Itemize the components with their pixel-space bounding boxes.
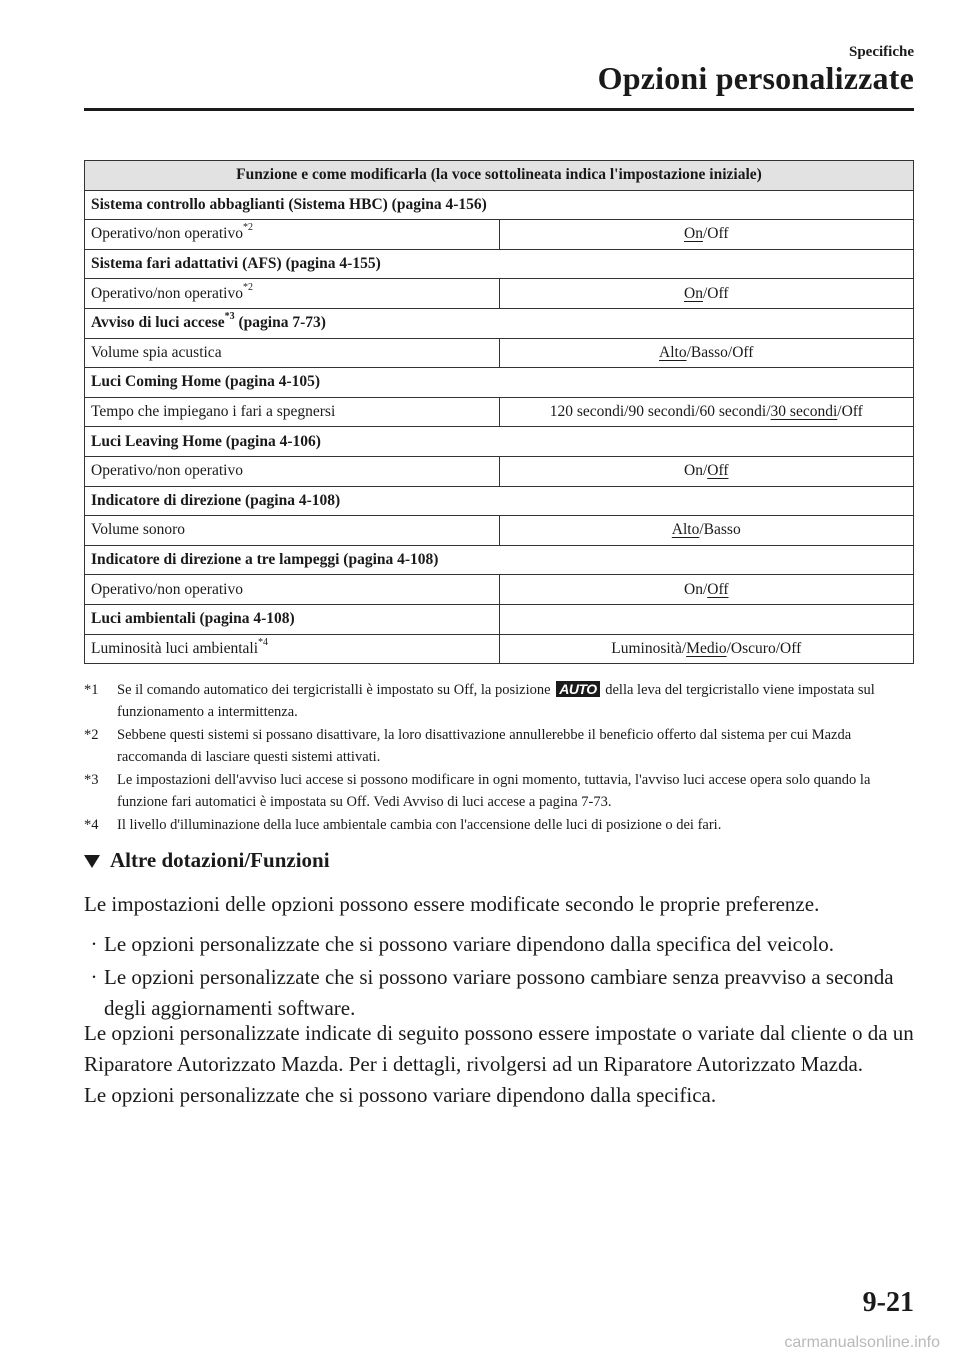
triangle-down-icon (84, 855, 100, 868)
section-row (85, 545, 914, 575)
footnote-ref: *2 (242, 281, 253, 293)
footnote-text: Le impostazioni dell'avviso luci accese si possono modificare in ogni momento, tuttavia, l'avviso luci accese opera solo quando la funzione fari automatici è impostata su Off. Vedi Avviso di luci accese a pagina 7-73. (117, 772, 871, 810)
page-number: 9-21 (862, 1287, 914, 1318)
setting-label: Operativo/non operativo (85, 575, 500, 605)
footnote-ref: *3 (224, 311, 235, 323)
table-row (85, 397, 914, 427)
setting-options: 120 secondi/90 secondi/60 secondi/30 secondi/Off (499, 397, 914, 427)
setting-label: Operativo/non operativo (85, 456, 500, 486)
footnote-mark: *2 (84, 727, 99, 743)
section-row (85, 486, 914, 516)
setting-label: Tempo che impiegano i fari a spegnersi (85, 397, 500, 427)
table-row (85, 575, 914, 605)
section-title: Indicatore di direzione a tre lampeggi (pagina 4-108) (85, 545, 914, 575)
setting-label: Volume spia acustica (85, 338, 500, 368)
section-row (85, 308, 914, 338)
section-row (85, 427, 914, 457)
section-row (85, 190, 914, 220)
header-section: Specifiche (849, 44, 914, 60)
table-row (85, 338, 914, 368)
footnote-ref: *2 (242, 222, 253, 234)
table-row (85, 220, 914, 250)
default-option: Medio (686, 639, 727, 657)
setting-options: Alto/Basso (499, 516, 914, 546)
setting-options: On/Off (499, 456, 914, 486)
setting-label: Luminosità luci ambientali$^{*4}$ (85, 634, 500, 664)
table-row (85, 279, 914, 309)
table-row (85, 516, 914, 546)
footnote-text: Se il comando automatico dei tergicristalli è impostato su Off, la posizione AUTO della leva del tergicristallo viene impostata sul funzionamento a intermittenza. (117, 681, 875, 720)
section-title: Sistema fari adattativi (AFS) (pagina 4-155) (85, 249, 914, 279)
footnote (84, 680, 914, 723)
default-option: On (684, 225, 703, 243)
header-rule (84, 108, 914, 111)
empty-cell (499, 604, 914, 634)
footnote-text: Il livello d'illuminazione della luce ambientale cambia con l'accensione delle luci di posizione o dei fari. (117, 817, 722, 833)
section-title: Sistema controllo abbaglianti (Sistema HBC) (pagina 4-156) (85, 190, 914, 220)
table-header: Funzione e come modificarla (la voce sottolineata indica l'impostazione iniziale) (85, 161, 914, 191)
footnote-ref: *4 (258, 636, 269, 648)
customization-table (84, 160, 914, 664)
bullet-list (84, 929, 914, 1026)
footnote (84, 815, 914, 837)
section-title: Luci Leaving Home (pagina 4-106) (85, 427, 914, 457)
setting-label: Operativo/non operativo$^{*2}$ (85, 279, 500, 309)
section-row (85, 249, 914, 279)
bullet-mark: · (90, 965, 98, 989)
footnotes (84, 680, 914, 839)
page-title: Opzioni personalizzate (597, 60, 914, 96)
footnote-mark: *1 (84, 682, 99, 698)
setting-options: Luminosità/Medio/Oscuro/Off (499, 634, 914, 664)
list-item: · Le opzioni personalizzate che si possono variare dipendono dalla specifica del veicolo. (84, 929, 914, 960)
section-heading (84, 848, 330, 873)
setting-options: On/Off (499, 220, 914, 250)
default-option: Alto (659, 343, 687, 361)
setting-options: On/Off (499, 575, 914, 605)
list-item: · Le opzioni personalizzate che si possono variare possono cambiare senza preavviso a seconda degli aggiornamenti software. (84, 962, 914, 1024)
section-title: Luci ambientali (pagina 4-108) (85, 604, 500, 634)
default-option: Alto (671, 521, 700, 539)
table-row (85, 634, 914, 664)
default-option: 30 secondi (770, 403, 838, 421)
section-title: Avviso di luci accese$^{*3}$ (pagina 7-73) (85, 308, 914, 338)
closing-paragraph: Le opzioni personalizzate indicate di seguito possono essere impostate o variate dal cliente o da un Riparatore Autorizzato Mazda. Per i dettagli, rivolgersi ad un Riparatore Autorizzato Mazda. Le opzioni personalizzate che si possono variare dipendono dalla specifica. (84, 1021, 914, 1107)
section-heading-text: Altre dotazioni/Funzioni (110, 848, 330, 872)
section-title: Luci Coming Home (pagina 4-105) (85, 368, 914, 398)
footnote-mark: *4 (84, 817, 99, 833)
default-option: Off (707, 580, 729, 598)
setting-label: Operativo/non operativo$^{*2}$ (85, 220, 500, 250)
watermark: carmanualsonline.info (784, 1334, 940, 1351)
intro-paragraph: Le impostazioni delle opzioni possono essere modificate secondo le proprie preferenze. (84, 892, 820, 916)
auto-icon: AUTO (556, 681, 599, 697)
footnote (84, 770, 914, 813)
footnote-text: Sebbene questi sistemi si possano disattivare, la loro disattivazione annullerebbe il beneficio offerto dal sistema per cui Mazda raccomanda di lasciare questi sistemi attivati. (117, 727, 852, 765)
default-option: Off (707, 462, 729, 480)
section-title: Indicatore di direzione (pagina 4-108) (85, 486, 914, 516)
default-option: On (684, 284, 703, 302)
setting-options: Alto/Basso/Off (499, 338, 914, 368)
footnote-mark: *3 (84, 772, 99, 788)
setting-label: Volume sonoro (85, 516, 500, 546)
table-row (85, 456, 914, 486)
setting-options: On/Off (499, 279, 914, 309)
bullet-mark: · (90, 932, 98, 956)
table-header-row (85, 161, 914, 191)
footnote (84, 725, 914, 768)
section-row (85, 368, 914, 398)
section-row (85, 604, 914, 634)
